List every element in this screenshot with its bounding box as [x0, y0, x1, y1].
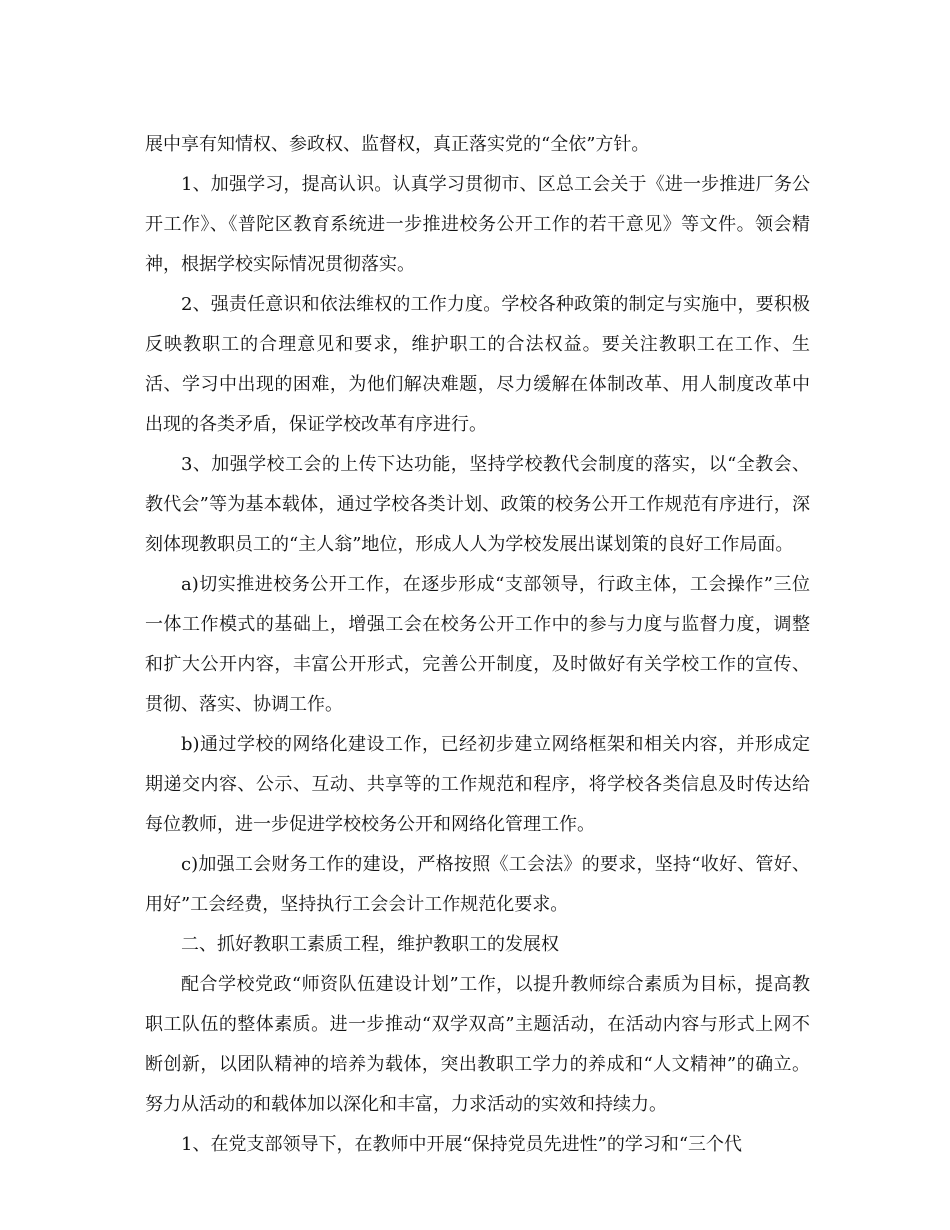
paragraph-item-3-union-function: 3、加强学校工会的上传下达功能，坚持学校教代会制度的落实，以“全教会、教代会”等为基本载体，通过学校各类计划、政策的校务公开工作规范有序进行，深刻体现教职员工的“主人翁”地位，形成人人为学校发展出谋划策的良好工作局面。: [145, 454, 810, 555]
section-heading-two: 二、抓好教职工素质工程，维护教职工的发展权: [181, 934, 559, 955]
paragraph-item-c-finance: c)加强工会财务工作的建设，严格按照《工会法》的要求，坚持“收好、管好、用好”工会经费，坚持执行工会会计工作规范化要求。: [145, 854, 810, 915]
paragraph-continuation: 展中享有知情权、参政权、监督权，真正落实党的“全依”方针。: [145, 134, 650, 155]
paragraph-item-a-school-affairs: a)切实推进校务公开工作，在逐步形成“支部领导，行政主体，工会操作”三位一体工作模式的基础上，增强工会在校务公开工作中的参与力度与监督力度，调整和扩大公开内容，丰富公开形式，完善公开制度，及时做好有关学校工作的宣传、贯彻、落实、协调工作。: [145, 574, 810, 715]
paragraph-section-two-item-1: 1、在党支部领导下，在教师中开展“保持党员先进性”的学习和“三个代: [181, 1134, 743, 1155]
paragraph-item-b-network: b)通过学校的网络化建设工作，已经初步建立网络框架和相关内容，并形成定期递交内容、公示、互动、共享等的工作规范和程序，将学校各类信息及时传达给每位教师，进一步促进学校校务公开和网络化管理工作。: [145, 734, 810, 835]
paragraph-section-two-intro: 配合学校党政“师资队伍建设计划”工作，以提升教师综合素质为目标，提高教职工队伍的整体素质。进一步推动“双学双高”主题活动，在活动内容与形式上网不断创新，以团队精神的培养为载体，突出教职工学力的养成和“人文精神”的确立。努力从活动的和载体加以深化和丰富，力求活动的实效和持续力。: [145, 974, 810, 1115]
paragraph-item-2-responsibility: 2、强责任意识和依法维权的工作力度。学校各种政策的制定与实施中，要积极反映教职工的合理意见和要求，维护职工的合法权益。要关注教职工在工作、生活、学习中出现的困难，为他们解决难题，尽力缓解在体制改革、用人制度改革中出现的各类矛盾，保证学校改革有序进行。: [145, 294, 810, 435]
paragraph-item-1-study: 1、加强学习，提高认识。认真学习贯彻市、区总工会关于《进一步推进厂务公开工作》、《普陀区教育系统进一步推进校务公开工作的若干意见》等文件。领会精神，根据学校实际情况贯彻落实。: [145, 174, 810, 275]
document-body: [145, 125, 810, 1165]
